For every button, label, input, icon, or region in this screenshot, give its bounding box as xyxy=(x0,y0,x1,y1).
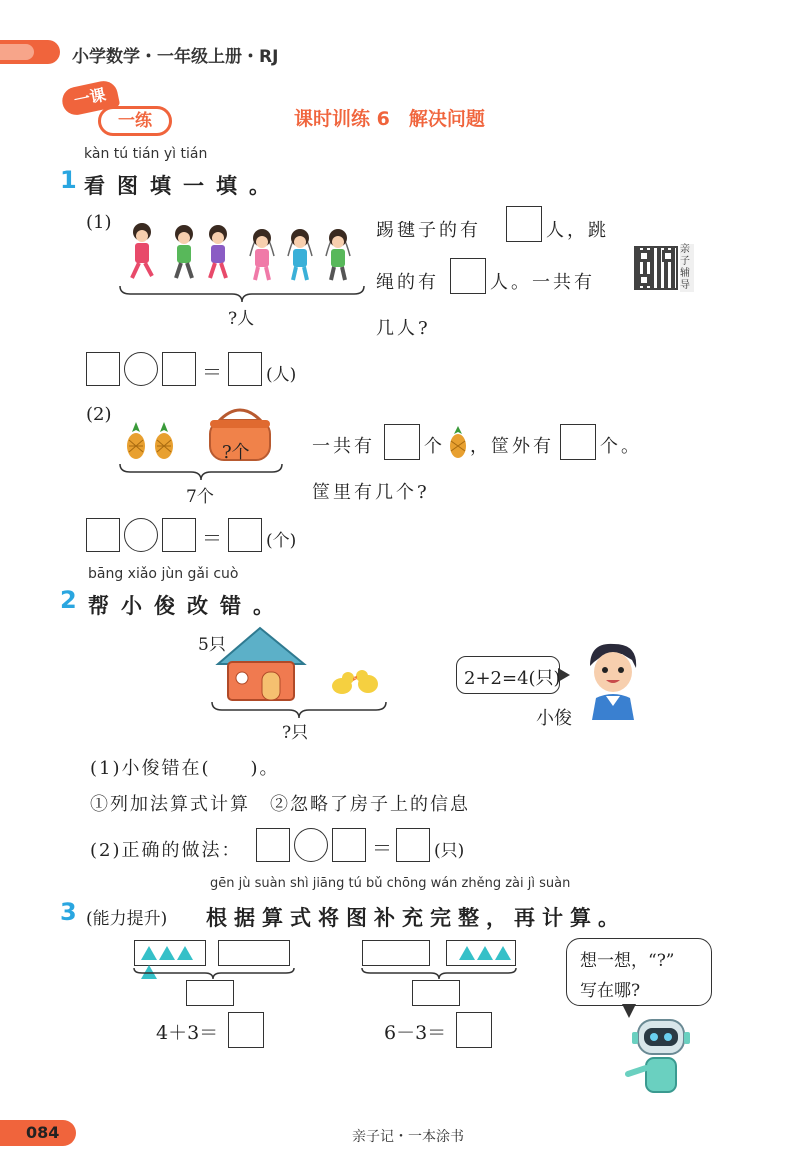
q2-pinyin: bāng xiǎo jùn gǎi cuò xyxy=(88,566,239,582)
eq3-equals: ＝ xyxy=(372,836,392,860)
eq3-box-result[interactable] xyxy=(396,828,430,862)
diagram2-box-triangles xyxy=(446,940,516,966)
brace-part1 xyxy=(118,284,366,304)
brace-label-part2: 7个 xyxy=(186,487,214,507)
p1-text-d: 人。一共有 xyxy=(490,272,595,293)
chicks-icon xyxy=(326,666,386,698)
p2-text-d: 个。 xyxy=(600,436,642,457)
p1-text-a: 踢毽子的有 xyxy=(376,220,481,241)
answer-box-outside[interactable] xyxy=(560,424,596,460)
footer-text: 亲子记・一本涂书 xyxy=(352,1129,464,1145)
header-stripe-light xyxy=(0,44,34,60)
eq2-box-b[interactable] xyxy=(162,518,196,552)
q1-part2-label: (2) xyxy=(86,404,112,425)
answer-box-total[interactable] xyxy=(384,424,420,460)
answer-box-shuttlecock[interactable] xyxy=(506,206,542,242)
book-title: 小学数学・一年级上册・RJ xyxy=(72,47,279,67)
robot-bubble-line1: 想一想，“?” xyxy=(580,951,675,971)
eq3-box-b[interactable] xyxy=(332,828,366,862)
page-number: 084 xyxy=(26,1123,60,1142)
eq1-unit: (人) xyxy=(266,365,297,385)
eq3-box-a[interactable] xyxy=(256,828,290,862)
q2-sub2: (2)正确的做法： xyxy=(90,840,242,861)
brace-q2 xyxy=(210,700,388,720)
brace-label-part1: ?人 xyxy=(228,309,255,329)
basket-label: ?个 xyxy=(222,442,250,463)
eq2-equals: ＝ xyxy=(202,526,222,550)
eq1-box-b[interactable] xyxy=(162,352,196,386)
q1-pinyin: kàn tú tián yì tián xyxy=(84,146,208,162)
eq2-unit: (个) xyxy=(266,531,297,551)
q2-number: 2 xyxy=(60,586,77,614)
triangle-icon xyxy=(159,946,175,960)
q3-eq1: 4＋3＝ xyxy=(156,1022,219,1044)
p2-text-a: 一共有 xyxy=(312,436,375,457)
diagram1-box-empty[interactable] xyxy=(218,940,290,966)
q1-title: 看图填一填。 xyxy=(84,174,282,198)
badge-bottom: 一练 xyxy=(98,106,172,136)
lesson-title: 课时训练 6 解决问题 xyxy=(294,108,485,130)
eq3-unit: (只) xyxy=(434,841,465,861)
brace-label-q2: ?只 xyxy=(282,723,309,743)
eq2-box-a[interactable] xyxy=(86,518,120,552)
house-count-label: 5只 xyxy=(198,635,226,655)
eq1-box-a[interactable] xyxy=(86,352,120,386)
p2-text-e: 筐里有几个? xyxy=(312,482,430,503)
eq3-operator-circle[interactable] xyxy=(294,828,328,862)
kid-shuttlecock-2 xyxy=(175,225,193,278)
eq1-equals: ＝ xyxy=(202,360,222,384)
pineapple-icon-inline xyxy=(446,424,470,460)
robot-icon xyxy=(624,1016,700,1096)
diagram1 xyxy=(130,938,300,1008)
boy-avatar xyxy=(582,640,644,722)
house-icon xyxy=(210,624,310,704)
pineapple-icons xyxy=(122,418,182,462)
kid-rope-2 xyxy=(291,229,309,280)
diagram1-total-box[interactable] xyxy=(186,980,234,1006)
q3-title: 根据算式将图补充完整，再计算。 xyxy=(206,906,626,930)
eq2-operator-circle[interactable] xyxy=(124,518,158,552)
q2-title: 帮小俊改错。 xyxy=(88,594,286,618)
q3-eq2: 6－3＝ xyxy=(384,1022,447,1044)
eq1-operator-circle[interactable] xyxy=(124,352,158,386)
diagram2-box-empty[interactable] xyxy=(362,940,430,966)
triangle-icon xyxy=(459,946,475,960)
qr-label: 亲子辅导 xyxy=(680,244,694,292)
triangle-icon xyxy=(177,946,193,960)
p1-text-e: 几人? xyxy=(376,318,431,339)
qr-code[interactable] xyxy=(634,246,678,290)
diagram1-box-triangles xyxy=(134,940,206,966)
brace-part2 xyxy=(118,462,284,482)
q3-pinyin: gēn jù suàn shì jiāng tú bǔ chōng wán zhěng zài jì suàn xyxy=(210,876,571,891)
pineapple-icon xyxy=(127,422,145,459)
lesson-badge xyxy=(58,84,178,140)
triangle-icon xyxy=(477,946,493,960)
kid-name: 小俊 xyxy=(536,708,572,729)
kids-illustration xyxy=(112,210,367,290)
q3-number: 3 xyxy=(60,898,77,926)
q2-options: ①列加法算式计算 ②忽略了房子上的信息 xyxy=(90,794,470,815)
diagram1-brace xyxy=(130,966,300,980)
p2-text-b: 个 xyxy=(424,436,442,457)
badge-top: 一课 xyxy=(60,78,121,117)
chick-icon xyxy=(332,672,357,694)
q3-eq1-answer[interactable] xyxy=(228,1012,264,1048)
q1-number: 1 xyxy=(60,166,77,194)
diagram2-brace xyxy=(358,966,528,980)
kid-rope-3 xyxy=(329,229,347,280)
q1-part1-label: (1) xyxy=(86,212,112,233)
p1-text-c: 绳的有 xyxy=(376,272,439,293)
q3-eq2-answer[interactable] xyxy=(456,1012,492,1048)
answer-box-rope[interactable] xyxy=(450,258,486,294)
chick-icon xyxy=(353,670,378,693)
eq2-box-result[interactable] xyxy=(228,518,262,552)
kid-rope-1 xyxy=(253,229,271,280)
diagram2-total-box[interactable] xyxy=(412,980,460,1006)
p2-text-c: ，筐外有 xyxy=(470,436,554,457)
kid-shuttlecock-1 xyxy=(132,223,152,278)
robot-bubble-line2: 写在哪? xyxy=(580,981,641,1001)
triangle-icon xyxy=(141,946,157,960)
q2-sub1: (1)小俊错在( )。 xyxy=(90,758,280,779)
speech-text: 2+2=4(只) xyxy=(464,668,561,689)
eq1-box-result[interactable] xyxy=(228,352,262,386)
q3-tag: (能力提升) xyxy=(86,909,168,929)
pineapple-icon xyxy=(155,422,173,459)
diagram2 xyxy=(358,938,528,1008)
kid-shuttlecock-3 xyxy=(209,225,227,278)
triangle-icon xyxy=(495,946,511,960)
p1-text-b: 人，跳 xyxy=(546,220,609,241)
